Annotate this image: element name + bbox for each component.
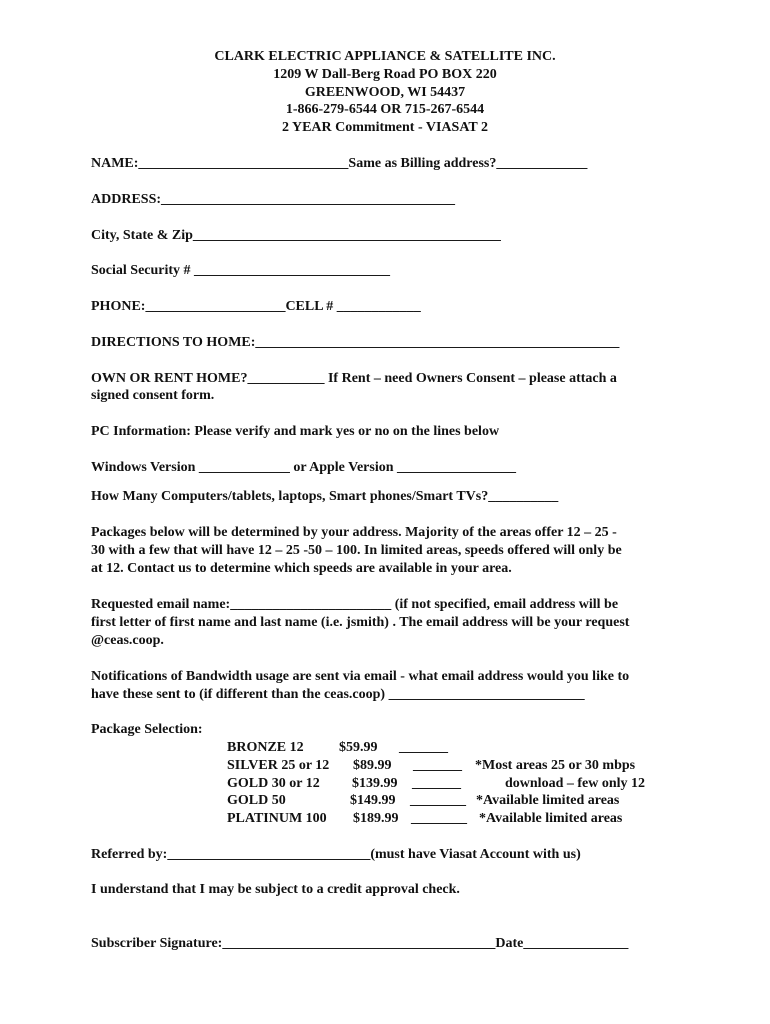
directions-field[interactable]: DIRECTIONS TO HOME:____________________________________________________ xyxy=(91,335,620,350)
phone-field[interactable]: PHONE:____________________CELL # ____________ xyxy=(91,299,421,314)
notification-email-line: Notifications of Bandwidth usage are sent via email - what email address would you like to xyxy=(91,669,630,684)
package-select-blank[interactable]: ________ xyxy=(410,793,466,808)
city-state-zip-field[interactable]: City, State & Zip____________________________________________ xyxy=(91,228,501,243)
packages-paragraph-line: Packages below will be determined by your address. Majority of the areas offer 12 – 25 - xyxy=(91,525,617,540)
email-note-line: @ceas.coop. xyxy=(91,633,164,648)
pc-info-heading: PC Information: Please verify and mark yes or no on the lines below xyxy=(91,424,500,439)
package-select-blank[interactable]: _______ xyxy=(413,758,462,773)
package-name: GOLD 50 xyxy=(227,793,286,808)
referred-by-field[interactable]: Referred by:_____________________________(must have Viasat Account with us) xyxy=(91,847,581,862)
package-select-blank[interactable]: ________ xyxy=(411,811,467,826)
requested-email-field[interactable]: Requested email name:_______________________ (if not specified, email address will be xyxy=(91,597,619,612)
packages-paragraph-line: 30 with a few that will have 12 – 25 -50 – 100. In limited areas, speeds offered will only be xyxy=(91,543,622,558)
street-address: 1209 W Dall-Berg Road PO BOX 220 xyxy=(273,67,497,82)
packages-paragraph-line: at 12. Contact us to determine which speeds are available in your area. xyxy=(91,561,512,576)
package-name: BRONZE 12 xyxy=(227,740,304,755)
package-select-blank[interactable]: _______ xyxy=(399,740,448,755)
package-price: $139.99 xyxy=(352,776,398,791)
os-version-field[interactable]: Windows Version _____________ or Apple Version _________________ xyxy=(91,460,516,475)
package-note: *Available limited areas xyxy=(476,793,620,808)
package-selection-heading: Package Selection: xyxy=(91,722,203,737)
package-price: $189.99 xyxy=(353,811,399,826)
package-price: $149.99 xyxy=(350,793,396,808)
own-rent-field[interactable]: OWN OR RENT HOME?___________ If Rent – need Owners Consent – please attach a xyxy=(91,371,617,386)
name-field[interactable]: NAME:______________________________Same as Billing address?_____________ xyxy=(91,156,588,171)
package-note: download – few only 12 xyxy=(505,776,646,791)
package-price: $59.99 xyxy=(339,740,378,755)
own-rent-note: signed consent form. xyxy=(91,388,215,403)
package-name: PLATINUM 100 xyxy=(227,811,327,826)
credit-approval-statement: I understand that I may be subject to a credit approval check. xyxy=(91,882,460,897)
package-name: SILVER 25 or 12 xyxy=(227,758,330,773)
signature-date-field[interactable]: Subscriber Signature:_______________________________________Date_______________ xyxy=(91,936,629,951)
package-name: GOLD 30 or 12 xyxy=(227,776,320,791)
package-note: *Available limited areas xyxy=(479,811,623,826)
package-note: *Most areas 25 or 30 mbps xyxy=(475,758,636,773)
ssn-field[interactable]: Social Security # ____________________________ xyxy=(91,263,391,278)
commitment-line: 2 YEAR Commitment - VIASAT 2 xyxy=(282,120,488,135)
package-price: $89.99 xyxy=(353,758,392,773)
package-select-blank[interactable]: _______ xyxy=(412,776,461,791)
company-name: CLARK ELECTRIC APPLIANCE & SATELLITE INC. xyxy=(214,49,556,64)
address-field[interactable]: ADDRESS:__________________________________________ xyxy=(91,192,456,207)
phone-numbers: 1-866-279-6544 OR 715-267-6544 xyxy=(285,102,485,117)
city-line: GREENWOOD, WI 54437 xyxy=(304,85,466,100)
device-count-field[interactable]: How Many Computers/tablets, laptops, Smart phones/Smart TVs?__________ xyxy=(91,489,559,504)
email-note-line: first letter of first name and last name (i.e. jsmith) . The email address will be your request xyxy=(91,615,630,630)
notification-email-field[interactable]: have these sent to (if different than the ceas.coop) ____________________________ xyxy=(91,687,585,702)
